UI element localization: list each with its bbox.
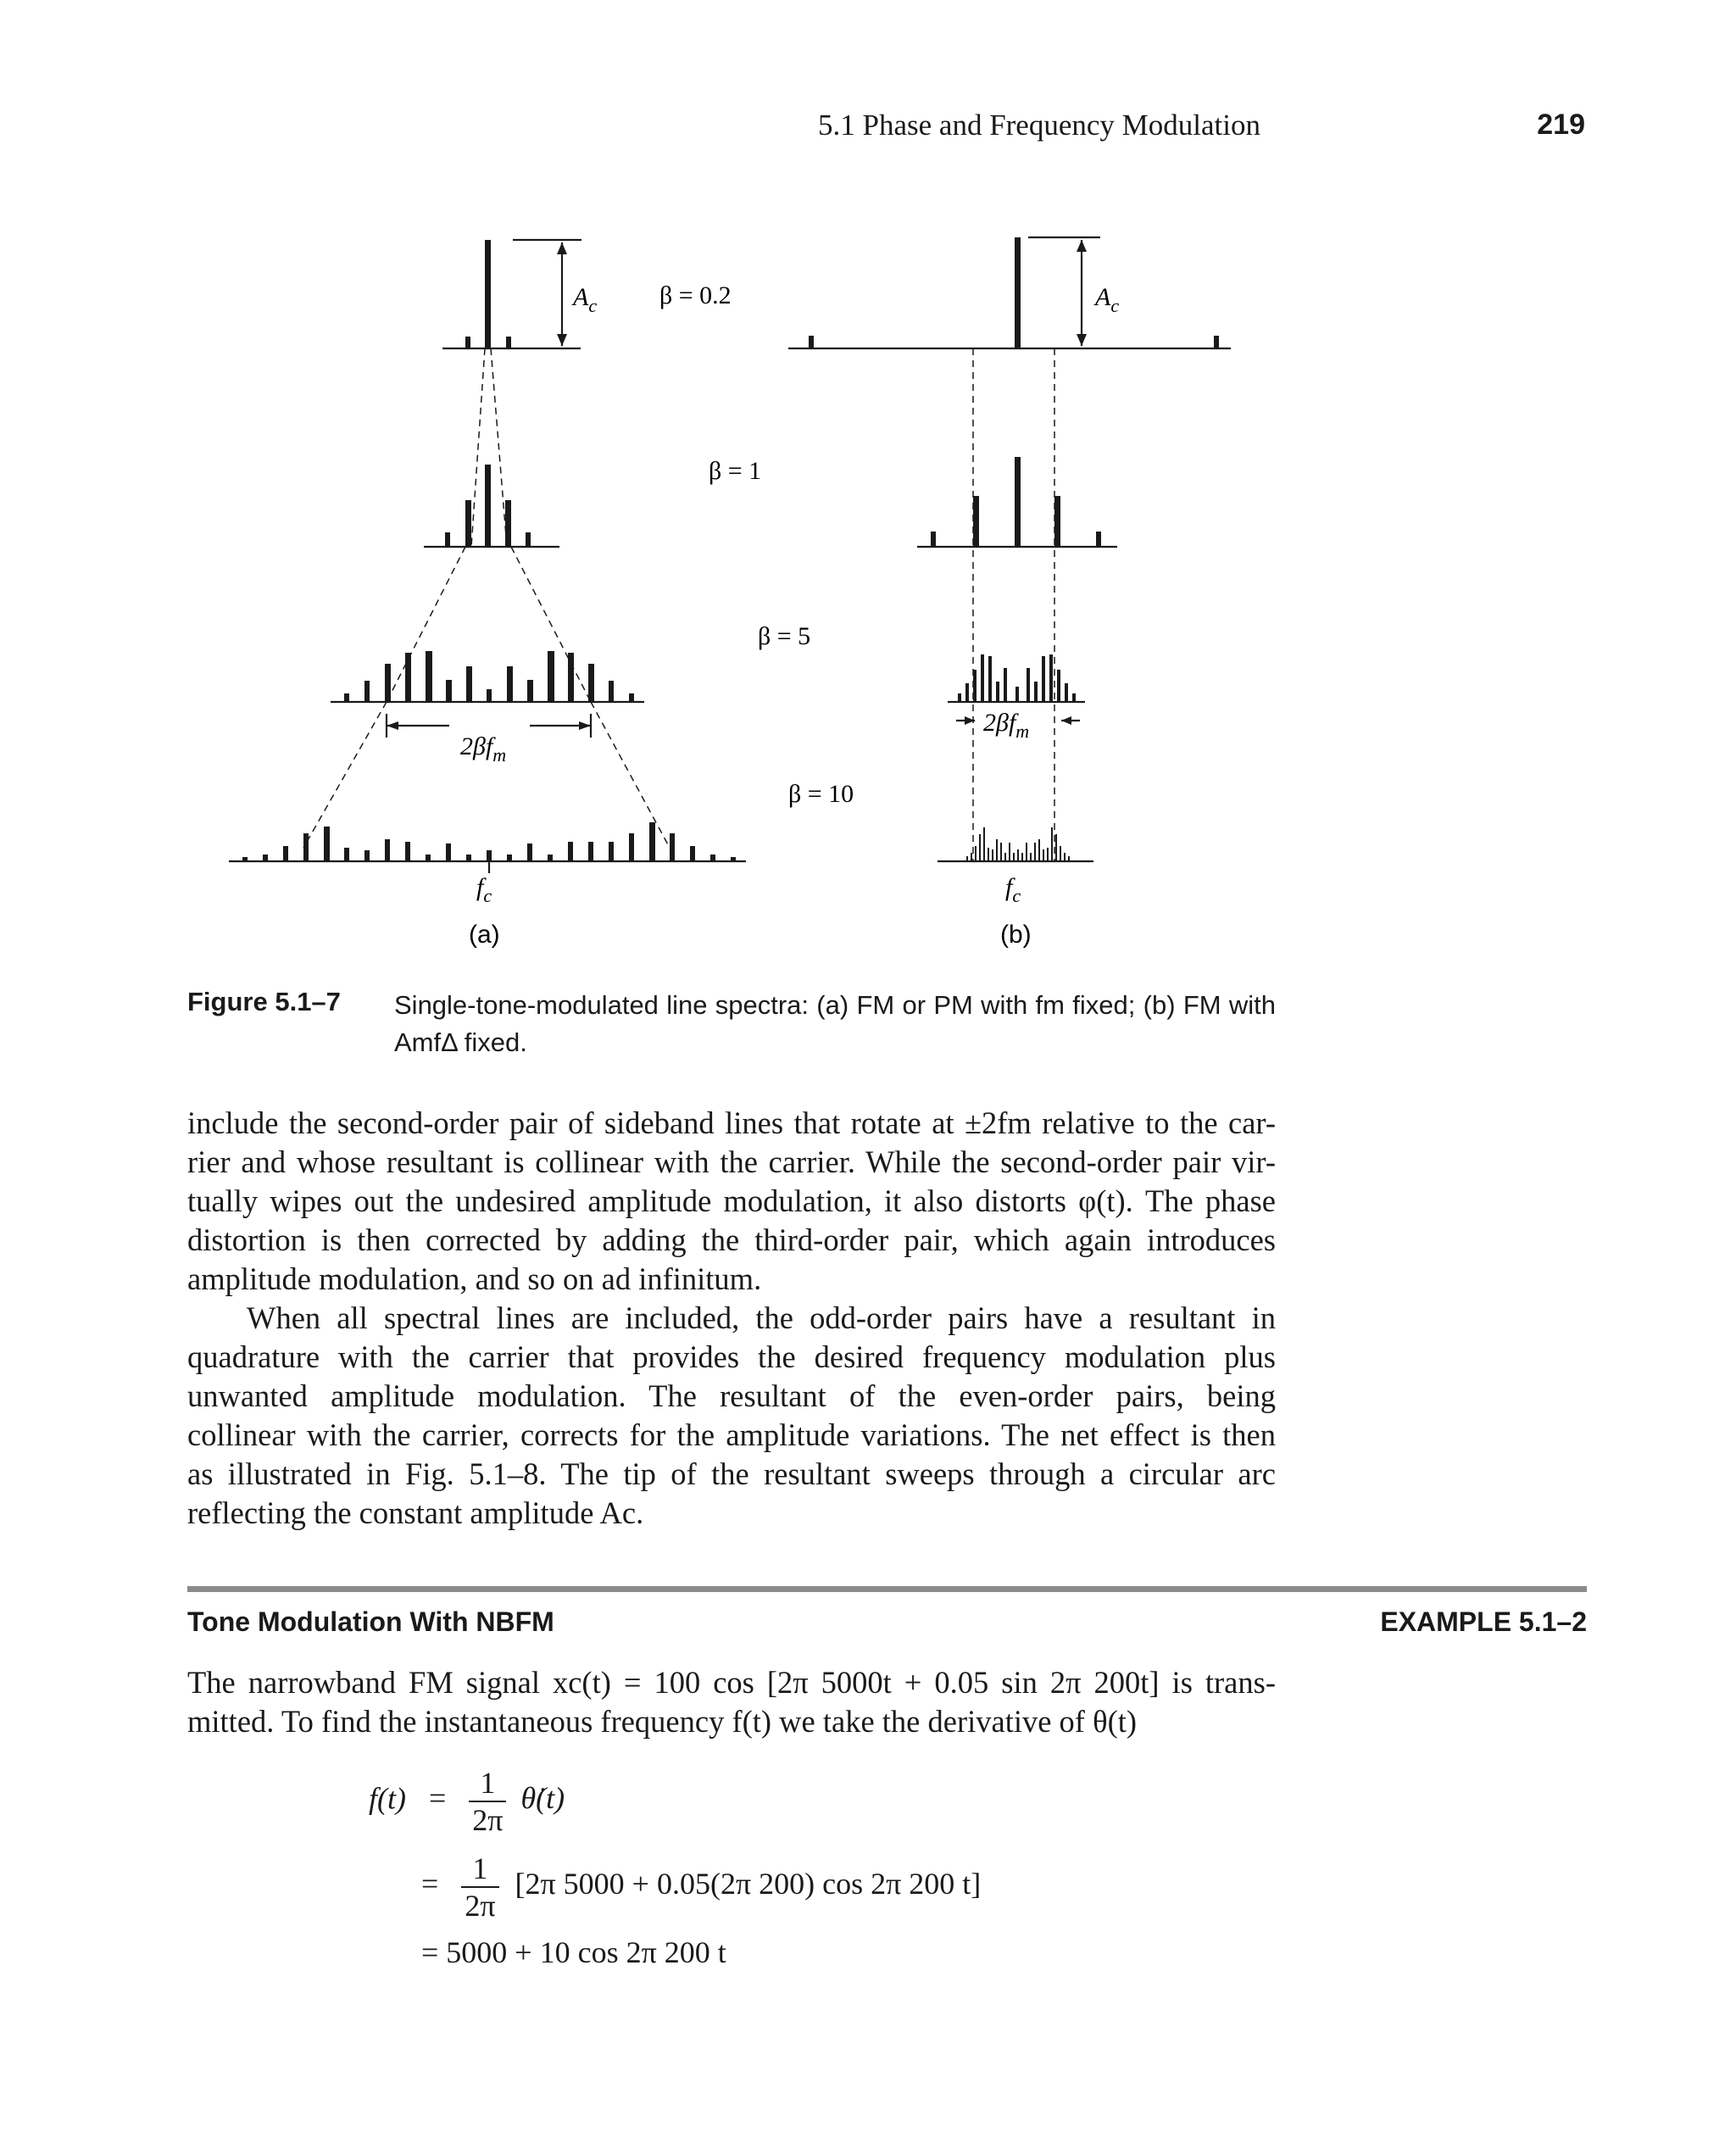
equation-lhs: f(t) <box>369 1781 406 1816</box>
figure-caption-label: Figure 5.1–7 <box>187 987 341 1016</box>
paragraph-2-line: quadrature with the carrier that provides the desired frequency modulation plus <box>187 1339 1276 1374</box>
running-head: 5.1 Phase and Frequency Modulation <box>818 109 1260 142</box>
equation-fraction: $\frac{1}{2\pi}$ <box>461 1851 498 1924</box>
line-spectra-figure <box>0 0 1736 966</box>
paragraph-1 <box>187 1104 1276 1299</box>
equation-fraction: $\frac{1}{2\pi}$ <box>469 1765 506 1838</box>
spectrum-a-beta-10 <box>242 822 736 861</box>
label-bandwidth-a: $2\beta f_m$ <box>460 732 507 766</box>
example-title: Tone Modulation With NBFM <box>187 1606 554 1637</box>
equation-bracket: [2π 5000 + 0.05(2π 200) cos 2π 200 t] <box>515 1867 982 1901</box>
spectrum-b-beta-1 <box>931 457 1101 547</box>
paragraph-2-line: unwanted amplitude modulation. The resultant of the even-order pairs, being <box>187 1378 1276 1413</box>
example-label: EXAMPLE 5.1–2 <box>1380 1606 1587 1637</box>
example-text-line: The narrowband FM signal xc(t) = 100 cos [2π 5000t + 0.05 sin 2π 200t] is trans- <box>187 1665 1276 1700</box>
equation-line-1 <box>369 1765 565 1838</box>
equation-line-3: = 5000 + 10 cos 2π 200 t <box>421 1935 726 1969</box>
paragraph-2 <box>187 1299 1276 1533</box>
label-beta-0-2: β = 0.2 <box>659 281 732 309</box>
label-beta-10: β = 10 <box>788 780 854 808</box>
panel-label-b: (b) <box>1000 921 1032 949</box>
figure-caption-text: Single-tone-modulated line spectra: (a) FM or PM with fm fixed; (b) FM with AmfΔ fixed. <box>394 990 1276 1057</box>
paragraph-1-line: tually wipes out the undesired amplitude modulation, it also distorts φ(t). The phase <box>187 1183 1276 1218</box>
example-text-line: mitted. To find the instantaneous frequency f(t) we take the derivative of θ(t) <box>187 1704 1138 1739</box>
label-beta-5: β = 5 <box>758 622 811 650</box>
panel-label-a: (a) <box>469 921 500 949</box>
spectrum-a-beta-5 <box>344 651 634 702</box>
equation-equals: = <box>421 1867 439 1901</box>
spectrum-a-beta-0-2 <box>465 240 511 348</box>
spectrum-b-beta-5 <box>958 654 1076 702</box>
spectrum-a-beta-1 <box>445 465 531 547</box>
example-text <box>187 1663 1276 1741</box>
paragraph-1-line: rier and whose resultant is collinear with the carrier. While the second-order pair vir- <box>187 1144 1276 1179</box>
spectrum-b-beta-0-2 <box>809 237 1219 348</box>
paragraph-2-line: reflecting the constant amplitude Ac. <box>187 1495 644 1530</box>
label-bandwidth-b: $2\beta f_m$ <box>983 709 1030 742</box>
label-ac-a: $A_c$ <box>573 283 598 316</box>
equation-line-2 <box>421 1851 981 1924</box>
paragraph-2-line: as illustrated in Fig. 5.1–8. The tip of the resultant sweeps through a circular arc <box>187 1456 1276 1491</box>
paragraph-1-line: distortion is then corrected by adding the third-order pair, which again introduces <box>187 1222 1276 1257</box>
equation-theta-dot: θ̇(t) <box>520 1781 565 1816</box>
paragraph-1-line: include the second-order pair of sideband lines that rotate at ±2fm relative to the car- <box>187 1105 1276 1140</box>
paragraph-2-line: collinear with the carrier, corrects for the amplitude variations. The net effect is then <box>187 1417 1276 1452</box>
equation-equals: = <box>428 1781 447 1816</box>
paragraph-2-line: When all spectral lines are included, the odd-order pairs have a resultant in <box>247 1300 1276 1335</box>
example-rule <box>187 1586 1587 1592</box>
label-beta-1: β = 1 <box>709 457 762 485</box>
label-fc-a: $f_c$ <box>476 873 492 906</box>
paragraph-1-line: amplitude modulation, and so on ad infinitum. <box>187 1261 762 1296</box>
page-number: 219 <box>1537 109 1585 141</box>
label-fc-b: $f_c$ <box>1005 873 1021 906</box>
spectrum-b-beta-10 <box>966 827 1070 861</box>
label-ac-b: $A_c$ <box>1095 283 1120 316</box>
